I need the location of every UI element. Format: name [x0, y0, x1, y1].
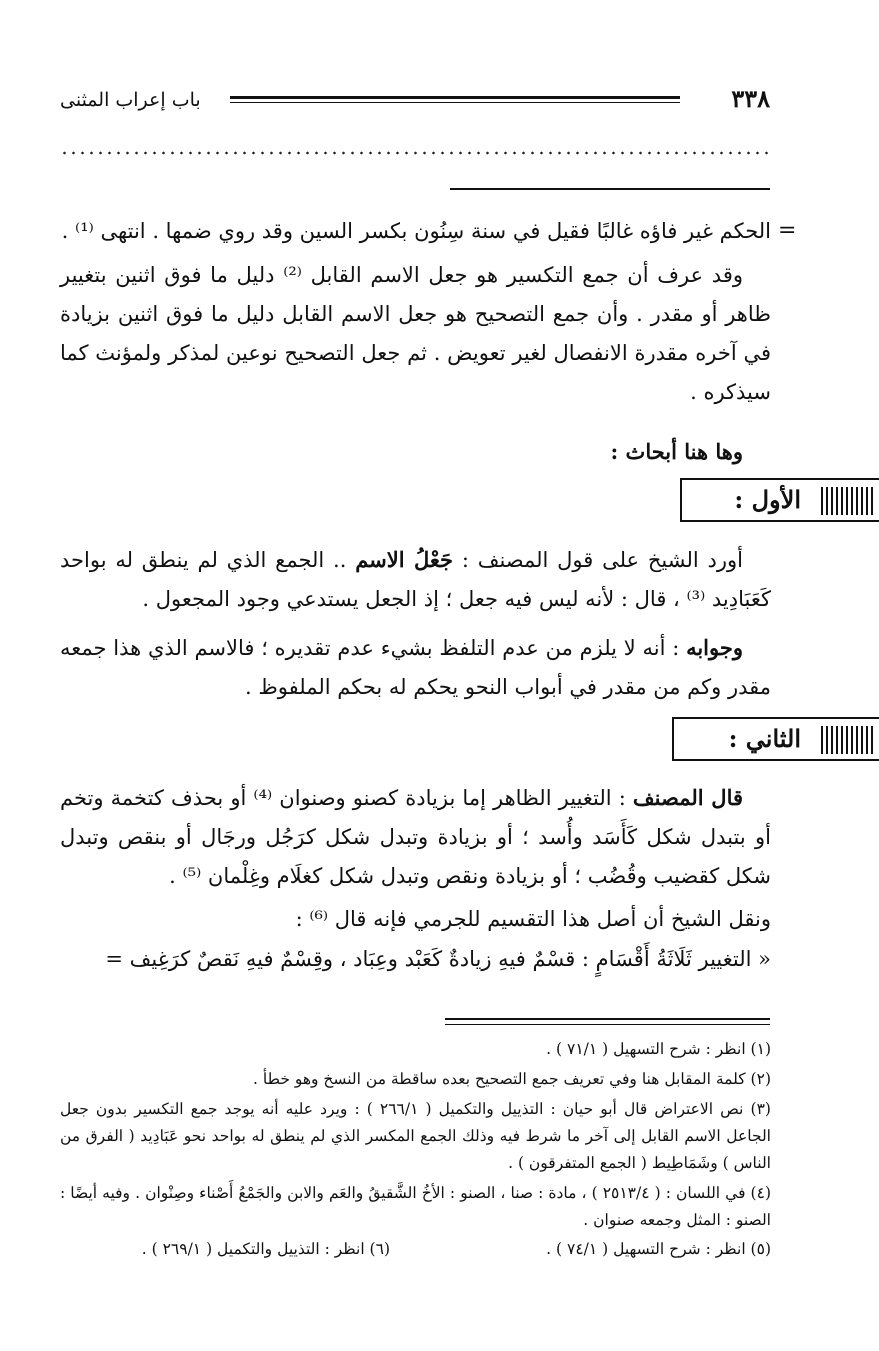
footnote-rule-top	[445, 1018, 770, 1020]
paragraph-6-rest: : التغيير الظاهر إما بزيادة كصنو وصنوان ⁽⁴⁾ أو بحذف كتخمة وتخم أو بتبدل شكل كَأَسَد وأُسد ؛ أو بزيادة وتبدل شكل كرَجُل ورجَال أو بنقص وتبدل شكل كقضيب وقُضُب ؛ أو بزيادة ونقص وتبدل شكل كغلَام وغِلْمان ⁽⁵⁾ .	[60, 786, 771, 888]
dotted-separator	[60, 150, 770, 156]
section-stripes	[821, 726, 873, 754]
footnote-4: (٤) في اللسان : ( ٢٥١٣/٤ ) ، مادة : صنا ، الصنو : الأخُ الشَّقيقُ والعَم والابن والجَمْعُ أَصْناء وصِنْوان . وفيه أيضًا : الصنو : المثل وجمعه صنوان .	[60, 1184, 771, 1229]
paragraph-6	[60, 778, 771, 896]
section-title-second: الثاني :	[728, 724, 801, 753]
paragraph-2: وقد عرف أن جمع التكسير هو جعل الاسم القابل ⁽²⁾ دليل ما فوق اثنين بتغيير ظاهر أو مقدر . وأن جمع التصحيح هو جعل الاسم القابل دليل ما فوق اثنين بزيادة في آخره مقدرة الانفصال لغير تعويض . ثم جعل التصحيح نوعين لمذكر ولمؤنث كما سيذكره .	[60, 263, 771, 404]
paragraph-4	[60, 540, 771, 619]
chapter-title: باب إعراب المثنى	[60, 89, 201, 111]
footnote-1: (١) انظر : شرح التسهيل ( ٧١/١ ) .	[546, 1040, 771, 1058]
paragraph-4-lead: أورد الشيخ على قول المصنف :	[453, 548, 744, 572]
page-number: ٣٣٨	[731, 84, 770, 113]
paragraph-4-bold: جَعْلُ الاسم	[355, 547, 454, 572]
footnote-6: (٦) انظر : التذييل والتكميل ( ٢٦٩/١ ) .	[141, 1240, 390, 1258]
paragraph-5	[60, 628, 771, 707]
paragraph-1: الحكم غير فاؤه غالبًا فقيل في سنة سِنُون بكسر السين وقد روي ضمها . انتهى ⁽¹⁾ .	[61, 219, 771, 243]
footnote-3: (٣) نص الاعتراض قال أبو حيان : التذييل والتكميل ( ٢٦٦/١ ) : ويرد عليه أنه يوجد جمع التكسير بدون جعل الجاعل الاسم القابل إلى آخر ما شرط فيه وذلك الجمع المكسر الذي لم ينطق له بواحد نحو عَبَادِيد ( الفرق من الناس ) وشَمَاطِيط ( الجمع المتفرقون ) .	[60, 1100, 771, 1172]
section-heading-first	[680, 478, 879, 522]
paragraph-7: ونقل الشيخ أن أصل هذا التقسيم للجرمي فإنه قال ⁽⁶⁾ :	[295, 907, 771, 931]
page-header	[60, 84, 770, 118]
footnote-2: (٢) كلمة المقابل هنا وفي تعريف جمع التصحيح بعده ساقطة من النسخ وهو خطأ .	[253, 1070, 771, 1088]
paragraph-5-rest: : أنه لا يلزم من عدم التلفظ بشيء عدم تقديره ؛ فالاسم الذي هذا جمعه مقدر وكم من مقدر في أبواب النحو يحكم له بحكم الملفوظ .	[60, 636, 771, 699]
header-rule	[230, 96, 680, 103]
paragraph-3: وها هنا أبحاث :	[610, 439, 743, 464]
paragraph-4-rest: .. الجمع الذي لم ينطق له بواحد كَعَبَادِيد ⁽³⁾ ، قال : لأنه ليس فيه جعل ؛ إذ الجعل يستدعي وجود المجعول .	[60, 548, 771, 611]
section-title-first: الأول :	[734, 485, 801, 514]
paragraph-5-bold: وجوابه	[686, 635, 743, 660]
section-stripes	[821, 487, 873, 515]
section-heading-second	[672, 717, 879, 761]
paragraph-8: « التغيير ثَلَاثَةُ أَقْسَامٍ : قسْمٌ فيهِ زيادةٌ كَعَبْد وعِبَاد ، وقِسْمٌ فيهِ نَقصٌ كرَغِيف =	[105, 947, 771, 971]
separator-rule	[450, 188, 770, 190]
footnote-rule-bottom	[445, 1024, 770, 1025]
footnote-5: (٥) انظر : شرح التسهيل ( ٧٤/١ ) .	[546, 1240, 771, 1258]
continuation-mark: =	[778, 218, 797, 243]
paragraph-6-bold: قال المصنف	[632, 785, 744, 810]
